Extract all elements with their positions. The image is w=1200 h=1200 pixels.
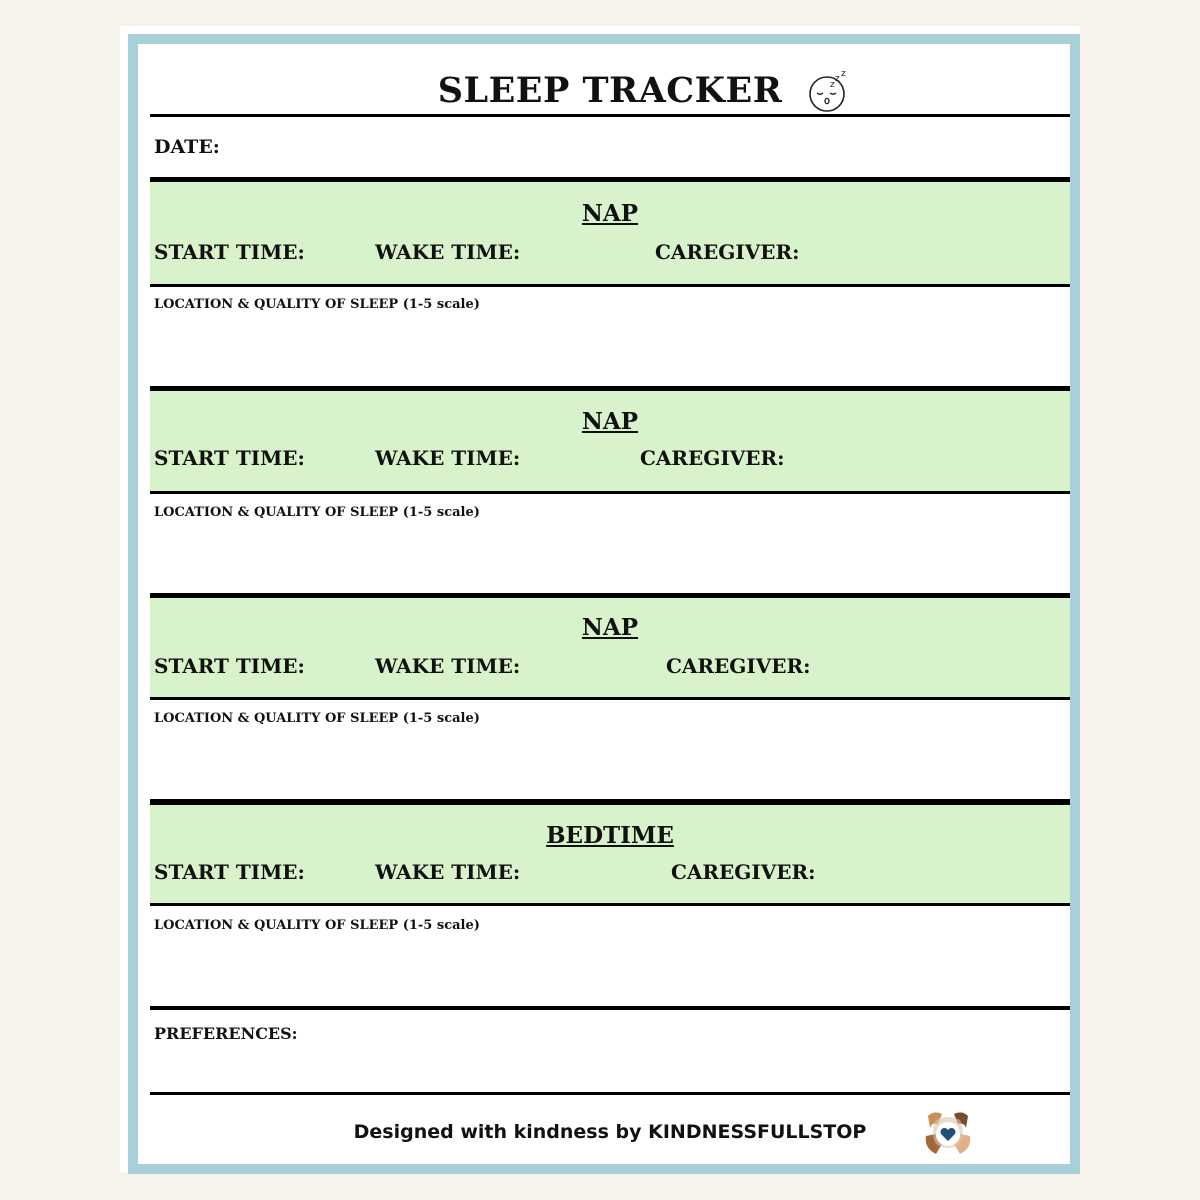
section-1-start-label: START TIME: bbox=[154, 240, 305, 264]
section-3-wake-label: WAKE TIME: bbox=[375, 654, 521, 678]
date-label: DATE: bbox=[154, 136, 220, 158]
section-2-heading: NAP bbox=[581, 408, 639, 435]
svg-text:z: z bbox=[835, 74, 840, 84]
section-4-start-label: START TIME: bbox=[154, 860, 305, 884]
section-2-start-label: START TIME: bbox=[154, 446, 305, 470]
tracker-body bbox=[150, 56, 1070, 1164]
section-4-wake-label: WAKE TIME: bbox=[375, 860, 521, 884]
svg-text:z: z bbox=[841, 69, 846, 79]
preferences-rule bbox=[150, 1092, 1070, 1095]
section-2-rule bbox=[150, 491, 1070, 494]
section-3-heading: NAP bbox=[581, 614, 639, 641]
section-1-heading: NAP bbox=[581, 200, 639, 227]
section-4-notes-label: LOCATION & QUALITY OF SLEEP (1-5 scale) bbox=[154, 918, 480, 933]
page-title: SLEEP TRACKER bbox=[437, 70, 783, 111]
section-4-rule bbox=[150, 903, 1070, 906]
section-2-caregiver-label: CAREGIVER: bbox=[640, 446, 785, 470]
sleeping-face-icon bbox=[806, 68, 852, 114]
section-1-wake-label: WAKE TIME: bbox=[375, 240, 521, 264]
section-1-notes-label: LOCATION & QUALITY OF SLEEP (1-5 scale) bbox=[154, 297, 480, 312]
svg-text:z: z bbox=[830, 80, 835, 90]
section-2-fill bbox=[150, 391, 1070, 491]
section-4-heading: BEDTIME bbox=[546, 822, 674, 849]
title-rule bbox=[150, 114, 1070, 117]
tracker-frame bbox=[128, 34, 1080, 1174]
section-4-fill bbox=[150, 805, 1070, 903]
section-3-caregiver-label: CAREGIVER: bbox=[666, 654, 811, 678]
preferences-label: PREFERENCES: bbox=[154, 1024, 298, 1043]
section-4-caregiver-label: CAREGIVER: bbox=[671, 860, 816, 884]
section-3-notes-label: LOCATION & QUALITY OF SLEEP (1-5 scale) bbox=[154, 711, 480, 726]
footer-credit: Designed with kindness by KINDNESSFULLSTOP bbox=[353, 1121, 867, 1143]
section-3-start-label: START TIME: bbox=[154, 654, 305, 678]
section-1-fill bbox=[150, 182, 1070, 284]
section-1-rule bbox=[150, 284, 1070, 287]
section-2-notes-label: LOCATION & QUALITY OF SLEEP (1-5 scale) bbox=[154, 505, 480, 520]
section-3-rule bbox=[150, 697, 1070, 700]
section-2-wake-label: WAKE TIME: bbox=[375, 446, 521, 470]
hands-heart-icon bbox=[920, 1106, 976, 1162]
section-3-fill bbox=[150, 598, 1070, 697]
section-4-end-rule bbox=[150, 1006, 1070, 1010]
section-1-caregiver-label: CAREGIVER: bbox=[655, 240, 800, 264]
